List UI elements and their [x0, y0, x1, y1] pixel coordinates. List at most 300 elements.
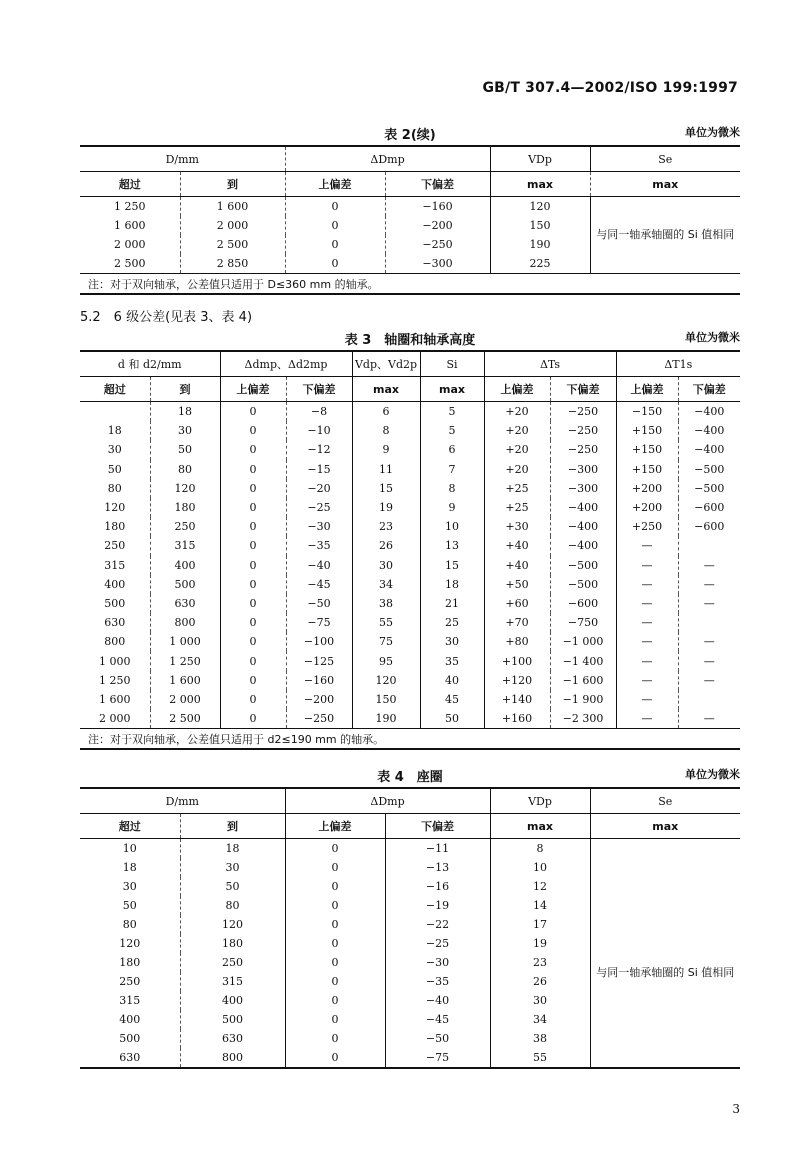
table-cell: 800 [180, 1048, 285, 1068]
table-cell [678, 536, 740, 555]
table-cell: −1 900 [550, 690, 616, 709]
table-cell: −13 [385, 858, 490, 877]
table-cell: 30 [150, 421, 220, 440]
table2-sub: 到 [180, 172, 285, 197]
table-cell: −75 [286, 613, 352, 632]
table-cell: 120 [119, 937, 141, 950]
table-cell: 30 [180, 858, 285, 877]
table3-sub: 到 [150, 377, 220, 402]
table-cell: 18 [420, 575, 484, 594]
table-cell: −250 [550, 421, 616, 440]
table-cell: 400 [104, 577, 126, 591]
table-cell: 0 [220, 556, 286, 575]
table-cell: +120 [484, 671, 550, 690]
table-cell: 0 [285, 197, 385, 217]
table4-title-row [80, 766, 740, 786]
table-cell: 0 [285, 839, 385, 859]
table-cell: +20 [484, 440, 550, 459]
table4-sub: max [490, 814, 590, 839]
table-cell: 30 [420, 632, 484, 651]
table-cell: −250 [550, 440, 616, 459]
table-cell: 500 [119, 1032, 141, 1045]
table-cell: −1 400 [550, 651, 616, 670]
table-cell: 0 [285, 991, 385, 1010]
table-cell: −25 [286, 498, 352, 517]
table-cell: −15 [286, 460, 352, 479]
table-cell: 50 [180, 877, 285, 896]
table-cell: 8 [420, 479, 484, 498]
table-cell: −160 [385, 197, 490, 217]
table-cell: −12 [286, 440, 352, 459]
table-cell: 80 [150, 460, 220, 479]
table-cell: 400 [150, 556, 220, 575]
table3 [80, 350, 740, 750]
table-cell: 315 [119, 994, 141, 1007]
table-cell: −400 [550, 517, 616, 536]
table-cell: −150 [616, 402, 678, 422]
table-cell: 0 [220, 460, 286, 479]
table2-head-delta: ΔDmp [285, 146, 490, 172]
table-cell: 18 [122, 861, 137, 874]
table-cell: +20 [484, 402, 550, 422]
table3-subhead [80, 377, 740, 402]
table-cell: −250 [550, 402, 616, 422]
table-cell: 1 250 [99, 673, 131, 687]
table-cell: 0 [220, 651, 286, 670]
table2-sub: max [590, 172, 740, 197]
table-cell: 9 [352, 440, 420, 459]
table-cell: — [616, 671, 678, 690]
table-cell: 38 [490, 1029, 590, 1048]
table-cell: 34 [352, 575, 420, 594]
table-cell: 75 [352, 632, 420, 651]
table-cell: 10 [420, 517, 484, 536]
table-cell: 0 [220, 632, 286, 651]
table-cell: 0 [220, 594, 286, 613]
table-cell: −400 [550, 536, 616, 555]
table-cell: 250 [180, 953, 285, 972]
table-cell: −30 [286, 517, 352, 536]
table-cell: 2 000 [150, 690, 220, 709]
table-cell: 6 [352, 402, 420, 422]
table-cell: 630 [150, 594, 220, 613]
table-cell: +60 [484, 594, 550, 613]
table-cell: 0 [285, 953, 385, 972]
table-cell: −250 [286, 709, 352, 729]
table-cell: 0 [285, 896, 385, 915]
table-cell: −19 [385, 896, 490, 915]
table-cell [80, 402, 150, 422]
table3-sub: max [352, 377, 420, 402]
table-cell: — [616, 709, 678, 729]
table-cell: −160 [286, 671, 352, 690]
table-cell: 30 [122, 880, 137, 893]
table-cell: — [678, 651, 740, 670]
table-cell: −750 [550, 613, 616, 632]
table-cell: −125 [286, 651, 352, 670]
table-cell: 0 [220, 690, 286, 709]
table-cell: 315 [150, 536, 220, 555]
table-cell: 50 [107, 462, 122, 476]
table-cell: 150 [352, 690, 420, 709]
table-cell: 120 [490, 197, 590, 217]
table-cell: 2 000 [114, 238, 146, 251]
table2-head-v: VDp [490, 146, 590, 172]
table-cell: −40 [385, 991, 490, 1010]
table-row [80, 479, 740, 498]
table-cell: 38 [352, 594, 420, 613]
table-cell: −1 000 [550, 632, 616, 651]
table-cell: 0 [220, 613, 286, 632]
table-cell: +25 [484, 498, 550, 517]
table-cell: 18 [150, 402, 220, 422]
table-cell: +140 [484, 690, 550, 709]
table4-caption: 表 4 座圈 [377, 770, 443, 785]
table-cell: 50 [150, 440, 220, 459]
table-cell: 80 [122, 918, 137, 931]
table-cell: 630 [180, 1029, 285, 1048]
table3-sub: max [420, 377, 484, 402]
table-cell: 250 [104, 539, 126, 553]
table-cell: 0 [220, 709, 286, 729]
table-cell: −50 [286, 594, 352, 613]
table-cell: +150 [616, 440, 678, 459]
table-cell: −1 600 [550, 671, 616, 690]
table-cell: −22 [385, 915, 490, 934]
table-cell: 180 [119, 956, 141, 969]
table-cell: 0 [285, 858, 385, 877]
table-cell: −25 [385, 934, 490, 953]
table3-sub: 下偏差 [286, 377, 352, 402]
table-cell: 18 [180, 839, 285, 859]
table3-sub: 超过 [80, 377, 150, 402]
table-cell: 0 [285, 254, 385, 274]
table3-title-row [80, 329, 740, 349]
table-cell: −400 [678, 421, 740, 440]
table-cell [678, 690, 740, 709]
table-row [80, 632, 740, 651]
table-cell: 6 [420, 440, 484, 459]
table-cell: −400 [678, 440, 740, 459]
table-cell: +150 [616, 421, 678, 440]
table-row [80, 575, 740, 594]
table4-sub: 上偏差 [285, 814, 385, 839]
table-cell: 190 [490, 235, 590, 254]
table-row [80, 421, 740, 440]
table-cell: 500 [180, 1010, 285, 1029]
table3-sub: 上偏差 [220, 377, 286, 402]
table-cell: −35 [385, 972, 490, 991]
table3-head: Vdp、Vd2p [352, 351, 420, 377]
table-cell: −35 [286, 536, 352, 555]
table4-sub: max [590, 814, 740, 839]
table-cell: 2 500 [150, 709, 220, 729]
table4-sub: 到 [180, 814, 285, 839]
table-cell: 55 [490, 1048, 590, 1068]
table-cell: 40 [420, 671, 484, 690]
table-cell: −40 [286, 556, 352, 575]
table-cell: 1 600 [114, 219, 146, 232]
table-cell: −45 [385, 1010, 490, 1029]
table-cell: 1 600 [180, 197, 285, 217]
table-cell: — [616, 575, 678, 594]
table-cell: 400 [119, 1013, 141, 1026]
table-cell: 0 [285, 972, 385, 991]
table-cell: 14 [490, 896, 590, 915]
table3-head: Δdmp、Δd2mp [220, 351, 352, 377]
table2-caption: 表 2(续) [384, 128, 436, 143]
table-cell: — [678, 575, 740, 594]
table-cell: 120 [150, 479, 220, 498]
table-cell: 150 [490, 216, 590, 235]
table-cell [678, 613, 740, 632]
table-cell: 0 [220, 421, 286, 440]
table2-head-d: D/mm [80, 146, 285, 172]
table-cell: 13 [420, 536, 484, 555]
table-cell: — [616, 536, 678, 555]
table2-sub: 下偏差 [385, 172, 490, 197]
table-cell: −250 [385, 235, 490, 254]
table-cell: 190 [352, 709, 420, 729]
table3-sub: 上偏差 [616, 377, 678, 402]
table-cell: 17 [490, 915, 590, 934]
table-cell: 30 [490, 991, 590, 1010]
table-cell: −50 [385, 1029, 490, 1048]
table3-sub: 下偏差 [678, 377, 740, 402]
table-cell: 120 [104, 501, 126, 515]
standard-number: GB/T 307.4—2002/ISO 199:1997 [482, 80, 738, 96]
table-cell: −400 [550, 498, 616, 517]
table-cell: −600 [550, 594, 616, 613]
table-cell: +250 [616, 517, 678, 536]
table-cell: 0 [285, 216, 385, 235]
section-heading: 5.2 6 级公差(见表 3、表 4) [80, 310, 253, 325]
table2-body [80, 197, 740, 295]
table-cell: 2 500 [180, 235, 285, 254]
table-cell: 15 [420, 556, 484, 575]
table-cell: 80 [107, 481, 122, 495]
table3-head: ΔT1s [616, 351, 740, 377]
table-cell: 120 [352, 671, 420, 690]
table-cell: −10 [286, 421, 352, 440]
table-cell: 8 [352, 421, 420, 440]
table3-head: Si [420, 351, 484, 377]
table-cell: 10 [490, 858, 590, 877]
table-row [80, 536, 740, 555]
table-cell: 26 [490, 972, 590, 991]
table-cell: 9 [420, 498, 484, 517]
table-cell: +70 [484, 613, 550, 632]
table-cell: 2 000 [180, 216, 285, 235]
table-row [80, 839, 740, 859]
table-cell: — [616, 690, 678, 709]
table-cell: 30 [107, 443, 122, 457]
table-cell: +200 [616, 498, 678, 517]
table3-head: d 和 d2/mm [80, 351, 220, 377]
table-cell: 0 [285, 915, 385, 934]
table-cell: — [678, 594, 740, 613]
table-cell: −300 [385, 254, 490, 274]
table-note-row [80, 274, 740, 295]
table-cell: −30 [385, 953, 490, 972]
table-cell: −600 [678, 498, 740, 517]
table-cell: 400 [180, 991, 285, 1010]
table-cell: 11 [352, 460, 420, 479]
table-row [80, 460, 740, 479]
table-cell: −300 [550, 460, 616, 479]
table3-unit: 单位为微米 [685, 331, 740, 344]
table-cell: +200 [616, 479, 678, 498]
table-cell: 34 [490, 1010, 590, 1029]
table-row [80, 197, 740, 217]
table-cell: — [678, 556, 740, 575]
table3-head: ΔTs [484, 351, 616, 377]
table-cell: +25 [484, 479, 550, 498]
table-cell: 50 [420, 709, 484, 729]
table-cell: 315 [104, 558, 126, 572]
table-cell: −8 [286, 402, 352, 422]
table2-sub: 上偏差 [285, 172, 385, 197]
table-cell: −16 [385, 877, 490, 896]
table-cell: 2 500 [114, 257, 146, 270]
table-cell: 1 250 [150, 651, 220, 670]
table-cell: −45 [286, 575, 352, 594]
table3-caption: 表 3 轴圈和轴承高度 [344, 333, 476, 348]
table-cell: 15 [352, 479, 420, 498]
table3-body [80, 402, 740, 750]
table-cell: 19 [490, 934, 590, 953]
table-cell: 250 [150, 517, 220, 536]
table-row [80, 556, 740, 575]
table-cell: 7 [420, 460, 484, 479]
table-cell: 0 [220, 671, 286, 690]
table-cell: −400 [678, 402, 740, 422]
table4-body [80, 839, 740, 1069]
table-cell: 180 [150, 498, 220, 517]
table4-head-d: D/mm [80, 788, 285, 814]
table-row [80, 613, 740, 632]
table-cell: 630 [104, 616, 126, 630]
table-cell: −200 [385, 216, 490, 235]
table-cell: +20 [484, 421, 550, 440]
table-cell: 0 [220, 479, 286, 498]
table-cell: 35 [420, 651, 484, 670]
table-cell: 180 [180, 934, 285, 953]
table-cell: −500 [550, 556, 616, 575]
table-cell: 45 [420, 690, 484, 709]
table-cell: 0 [220, 575, 286, 594]
table-cell: +40 [484, 536, 550, 555]
page-number: 3 [732, 1102, 740, 1116]
table4-unit: 单位为微米 [685, 768, 740, 781]
table-row [80, 709, 740, 729]
table-cell: 1 000 [99, 654, 131, 668]
table-cell: −500 [678, 460, 740, 479]
table-cell: 1 600 [99, 692, 131, 706]
table-cell: −11 [385, 839, 490, 859]
table-row [80, 440, 740, 459]
table-cell: 0 [285, 1048, 385, 1068]
table-cell: — [616, 594, 678, 613]
table3-note: 注：对于双向轴承，公差值只适用于 d2≤190 mm 的轴承。 [80, 729, 740, 750]
table-cell: 0 [285, 934, 385, 953]
table-cell: 23 [352, 517, 420, 536]
table-row [80, 402, 740, 422]
table-cell: 1 000 [150, 632, 220, 651]
table-cell: −20 [286, 479, 352, 498]
merged-note-cell: 与同一轴承轴圈的 Si 值相同 [590, 197, 740, 274]
table-cell: — [678, 632, 740, 651]
table-row [80, 690, 740, 709]
table-note-row [80, 729, 740, 750]
table-cell: 0 [220, 402, 286, 422]
table-cell: 630 [119, 1051, 141, 1064]
table-cell: — [616, 651, 678, 670]
table-row [80, 651, 740, 670]
table-cell: +100 [484, 651, 550, 670]
table-cell: — [616, 632, 678, 651]
table-cell: −300 [550, 479, 616, 498]
table-cell: 0 [220, 498, 286, 517]
table-cell: 500 [150, 575, 220, 594]
table-cell: 800 [104, 635, 126, 649]
table3-sub: 上偏差 [484, 377, 550, 402]
table2-sub: 超过 [80, 172, 180, 197]
table3-sub: 下偏差 [550, 377, 616, 402]
table-cell: 25 [420, 613, 484, 632]
table2-sub: max [490, 172, 590, 197]
table-row [80, 594, 740, 613]
table-cell: 50 [122, 899, 137, 912]
table-cell: 315 [180, 972, 285, 991]
table-cell: 8 [490, 839, 590, 859]
table2 [80, 145, 740, 295]
table-cell: 12 [490, 877, 590, 896]
table-cell: −75 [385, 1048, 490, 1068]
table-row [80, 498, 740, 517]
table-cell: 18 [107, 424, 122, 438]
table-cell: 180 [104, 520, 126, 534]
table-cell: 0 [220, 440, 286, 459]
table-cell: 95 [352, 651, 420, 670]
table-cell: 19 [352, 498, 420, 517]
table-cell: 30 [352, 556, 420, 575]
table-row [80, 517, 740, 536]
table-cell: −2 300 [550, 709, 616, 729]
table-cell: +20 [484, 460, 550, 479]
table-cell: 55 [352, 613, 420, 632]
table-row [80, 671, 740, 690]
table4-head-delta: ΔDmp [285, 788, 490, 814]
table2-title-row [80, 124, 740, 144]
table-cell: — [678, 671, 740, 690]
table-cell: 26 [352, 536, 420, 555]
table-cell: 21 [420, 594, 484, 613]
table-cell: 80 [180, 896, 285, 915]
table-cell: −500 [550, 575, 616, 594]
table-cell: +30 [484, 517, 550, 536]
table-cell: 5 [420, 402, 484, 422]
table-cell: 800 [150, 613, 220, 632]
table-cell: +150 [616, 460, 678, 479]
table-cell: — [678, 709, 740, 729]
table-cell: +50 [484, 575, 550, 594]
table4-sub: 下偏差 [385, 814, 490, 839]
table4 [80, 787, 740, 1069]
table-cell: 23 [490, 953, 590, 972]
table-cell: 2 000 [99, 712, 131, 726]
table-cell: 120 [180, 915, 285, 934]
